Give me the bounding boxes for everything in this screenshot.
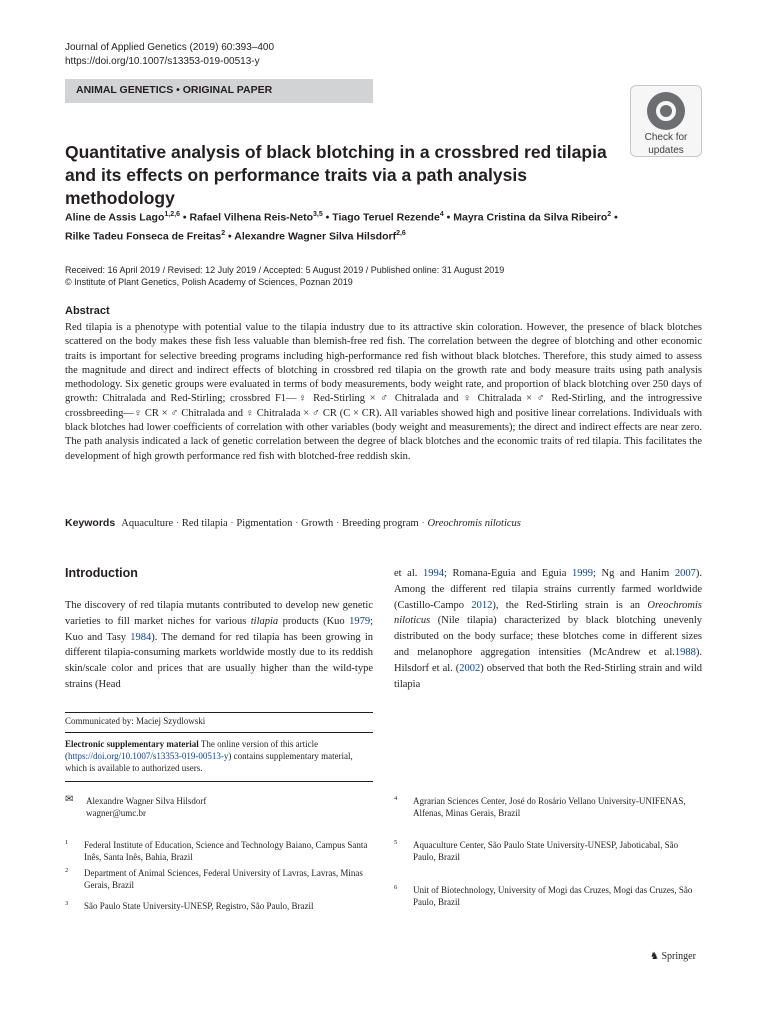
communicated-by: Communicated by: Maciej Szydlowski xyxy=(65,716,206,726)
springer-horse-icon: ♞ xyxy=(650,951,659,962)
keyword: Red tilapia xyxy=(181,518,228,529)
journal-name-volume: Journal of Applied Genetics (2019) 60:393–400 xyxy=(65,42,275,53)
citation-link[interactable]: 2012 xyxy=(471,599,493,611)
abstract-text: Red tilapia is a phenotype with potential value to the tilapia industry due to its attractive skin coloration. However, the presence of black blotches scattered on the body makes these fish less valuable than blemish-free red fish. The correlation between the degree of blotching and other economic traits is important for selective breeding programs including high-performance red fish without black blotches. Therefore, this study aimed to assess the magnitude and direct and indirect effects of blotching in crossbred red tilapia on the growth rate and body measure traits using path analysis methodology. Six genetic groups were evaluated in terms of body measurements, body weight rate, and proportion of black blotching over 250 days of growth: Chitralada and Red-Stirling; crossbred F1—♀ Red-Stirling × ♂ Chitralada and ♀ Chitralada × ♂ Red-Stirling, and the introgressive crossbreeding—♀ CR × ♂ Chitralada and ♀ Chitralada × ♂ CR (C × CR). All variables showed high and positive linear correlations. Individuals with black blotches had lower coefficients of correlation with other variables (body weight and measurements); the direct and indirect effects are near zero. The path analysis indicated a lack of genetic correlation between the degree of black blotches and the economic traits of red tilapia. This facilitates the development of high growth performance red fish with blotched-free reddish skin. xyxy=(65,322,702,462)
affiliation: 4 Agrarian Sciences Center, José do Rosário Vellano University-UNIFENAS, Alfenas, Minas Gerais, Brazil xyxy=(394,795,686,818)
author-name[interactable]: Rilke Tadeu Fonseca de Freitas xyxy=(65,230,222,242)
introduction-heading: Introduction xyxy=(65,566,138,580)
author-affiliation-sup: 1,2,6 xyxy=(164,211,180,218)
intro-left-column: The discovery of red tilapia mutants contributed to develop new genetic varieties to fill market niches for various tilapia products (Kuo 1979; Kuo and Tasy 1984). The demand for red tilapia has been growing in different tilapia-consuming markets worldwide mostly due to its reddish skin/scale color and prices that are usually higher than the wild-type strains (Head xyxy=(65,600,374,690)
corresponding-author xyxy=(65,795,373,821)
citation-link[interactable]: 1988 xyxy=(674,646,696,658)
affiliation: 5 Aquaculture Center, São Paulo State University-UNESP, Jaboticabal, São Paulo, Brazil xyxy=(394,839,679,862)
badge-label-2: updates xyxy=(648,145,684,156)
author-list: Aline de Assis Lago$^{1,2,6}$ • Rafael Vilhena Reis-Neto$^{3,5}$ • Tiago Teruel Rezende$^4$ • Mayra Cristina da Silva Ribeiro$^2$ • Rilke Tadeu Fonseca de Freitas$^2$ • Alexandre Wagner Silva Hilsdorf$^{2,6}$ xyxy=(65,211,618,242)
crossmark-icon xyxy=(647,92,685,130)
publisher-name: Springer xyxy=(661,951,696,962)
esm-note: Electronic supplementary material The online version of this article (https://doi.org/10.1007/s13353-019-00513-y) contains supplementary material, which is available to authorized users. xyxy=(65,739,353,773)
contact-name: Alexandre Wagner Silva Hilsdorf xyxy=(86,796,207,806)
check-for-updates-badge[interactable] xyxy=(630,85,702,157)
doi-link[interactable]: https://doi.org/10.1007/s13353-019-00513-y xyxy=(65,56,260,67)
citation-link[interactable]: 1979 xyxy=(349,615,371,627)
keyword: Pigmentation xyxy=(236,518,293,529)
author-name[interactable]: Tiago Teruel Rezende xyxy=(332,211,440,224)
citation-link[interactable]: 2007 xyxy=(674,568,696,579)
publisher-logo xyxy=(650,951,696,962)
keyword: Aquaculture xyxy=(121,518,174,529)
keywords-heading: Keywords xyxy=(65,517,116,529)
author-affiliation-sup: 4 xyxy=(439,211,444,218)
author-name[interactable]: Alexandre Wagner Silva Hilsdorf xyxy=(234,230,397,242)
dates-line: Received: 16 April 2019 / Revised: 12 July 2019 / Accepted: 5 August 2019 / Published online: 31 August 2019 xyxy=(65,265,505,275)
keyword: Oreochromis niloticus xyxy=(427,518,521,529)
section-label: ANIMAL GENETICS • ORIGINAL PAPER xyxy=(65,79,373,103)
affiliation: 3 São Paulo State University-UNESP, Registro, São Paulo, Brazil xyxy=(65,900,314,911)
copyright-line: © Institute of Plant Genetics, Polish Academy of Sciences, Poznan 2019 xyxy=(65,277,353,287)
esm-link[interactable]: https://doi.org/10.1007/s13353-019-00513-y xyxy=(68,751,229,761)
citation-link[interactable]: 2002 xyxy=(459,662,481,674)
badge-label-1: Check for xyxy=(644,132,688,143)
footnote-divider xyxy=(65,712,373,713)
affiliation: 6 Unit of Biotechnology, University of Mogi das Cruzes, Mogi das Cruzes, São Paulo, Brazil xyxy=(394,884,693,907)
author-affiliation-sup: 2 xyxy=(607,211,612,218)
footnote-divider xyxy=(65,732,373,733)
envelope-icon: ✉ xyxy=(65,794,74,805)
footnote-divider xyxy=(65,781,373,782)
citation-link[interactable]: 1994 xyxy=(423,568,444,579)
author-affiliation-sup: 2 xyxy=(221,229,226,237)
citation-link[interactable]: 1984 xyxy=(130,631,152,643)
contact-email[interactable]: wagner@umc.br xyxy=(86,808,147,818)
abstract-heading: Abstract xyxy=(65,305,110,317)
citation-link[interactable]: 1999 xyxy=(571,568,593,579)
paper-title xyxy=(65,141,635,210)
affiliation: 2 Department of Animal Sciences, Federal University of Lavras, Lavras, Minas Gerais, Brazil xyxy=(65,867,363,890)
author-affiliation-sup: 3,5 xyxy=(313,211,323,218)
title-line-1: Quantitative analysis of black blotching in a crossbred red tilapia xyxy=(65,142,607,162)
keywords: Keywords Aquaculture · Red tilapia · Pigmentation · Growth · Breeding program · Oreochromis niloticus xyxy=(65,517,521,529)
author-affiliation-sup: 2,6 xyxy=(396,229,406,237)
affiliation: 1 Federal Institute of Education, Science and Technology Baiano, Campus Santa Inês, Santa Inês, Bahia, Brazil xyxy=(65,839,368,862)
intro-right-column: et al. 1994; Romana-Eguia and Eguia 1999; Ng and Hanim 2007). Among the different red tilapia strains currently farmed worldwide (Castillo-Campo 2012), the Red-Stirling strain is an Oreochromis niloticus (Nile tilapia) characterized by black blotching unevenly distributed on the body surface; these blotches come in different sizes and melanophore aggregation intensities (McAndrew et al.1988). Hilsdorf et al. (2002) observed that both the Red-Stirling strain and wild tilapia xyxy=(394,568,703,690)
keyword: Growth xyxy=(301,518,334,529)
author-name[interactable]: Rafael Vilhena Reis-Neto xyxy=(189,211,313,224)
publication-history xyxy=(65,264,504,288)
journal-citation xyxy=(65,41,274,69)
keyword: Breeding program xyxy=(342,518,419,529)
author-name[interactable]: Mayra Cristina da Silva Ribeiro xyxy=(453,211,608,224)
author-name[interactable]: Aline de Assis Lago xyxy=(65,211,165,224)
title-line-2: and its effects on performance traits via a path analysis methodology xyxy=(65,165,527,208)
